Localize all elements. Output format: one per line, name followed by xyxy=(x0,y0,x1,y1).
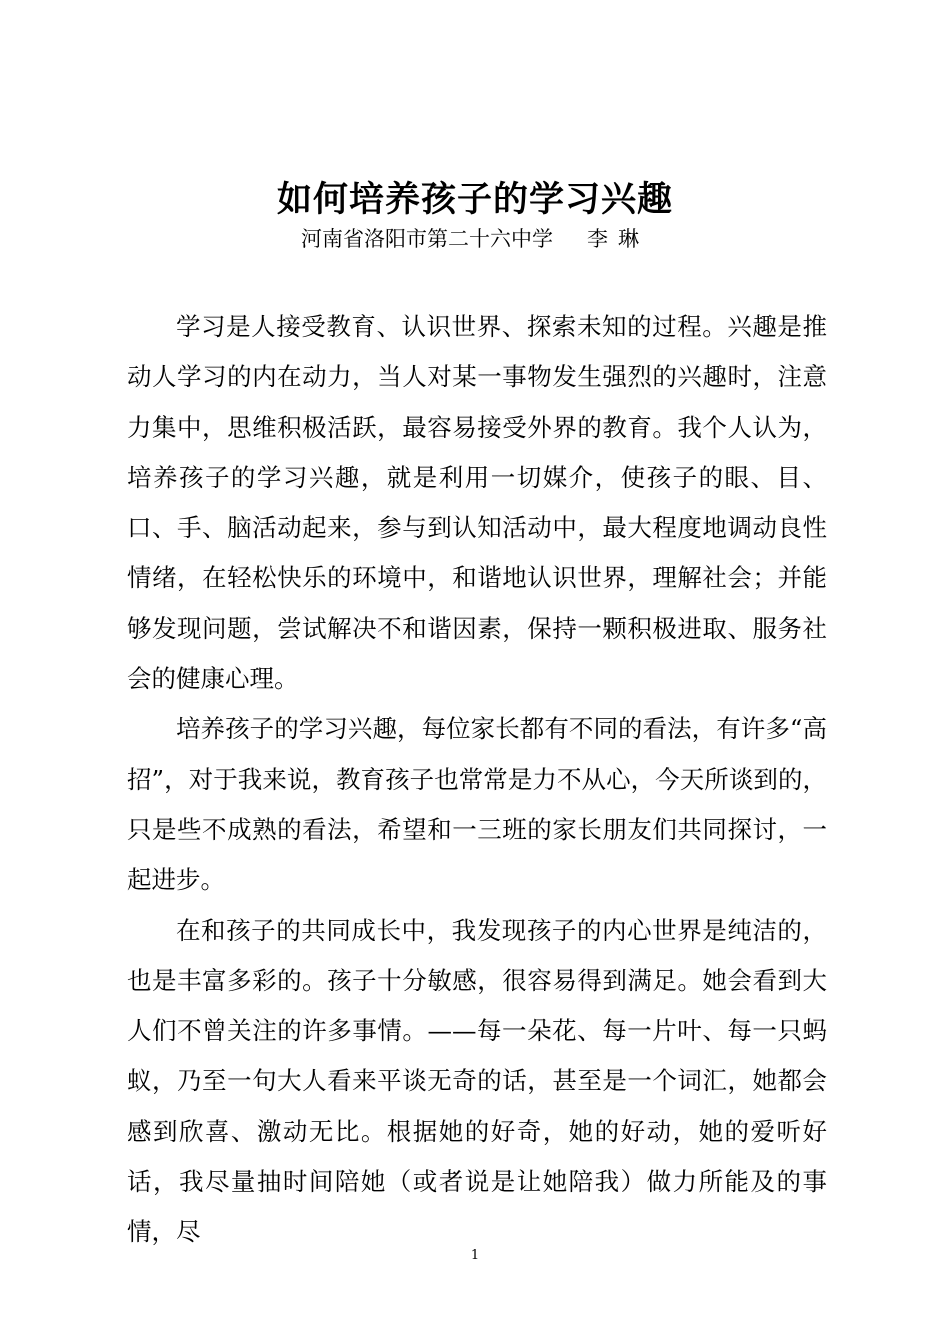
school-name: 河南省洛阳市第二十六中学 xyxy=(301,227,553,251)
paragraph: 学习是人接受教育、认识世界、探索未知的过程。兴趣是推动人学习的内在动力，当人对某一事物发生强烈的兴趣时，注意力集中，思维积极活跃，最容易接受外界的教育。我个人认为，培养孩子的学习兴趣，就是利用一切媒介，使孩子的眼、目、口、手、脑活动起来，参与到认知活动中，最大程度地调动良性情绪，在轻松快乐的环境中，和谐地认识世界，理解社会；并能够发现问题，尝试解决不和谐因素，保持一颗积极进取、服务社会的健康心理。 xyxy=(127,312,827,694)
byline xyxy=(0,224,950,254)
body-text xyxy=(127,302,827,1258)
paragraph: 培养孩子的学习兴趣，每位家长都有不同的看法，有许多“高招”，对于我来说，教育孩子也常常是力不从心，今天所谈到的，只是些不成熟的看法，希望和一三班的家长朋友们共同探讨，一起进步。 xyxy=(127,714,827,895)
paragraph: 在和孩子的共同成长中，我发现孩子的内心世界是纯洁的，也是丰富多彩的。孩子十分敏感，很容易得到满足。她会看到大人们不曾关注的许多事情。——每一朵花、每一片叶、每一只蚂蚁，乃至一句大人看来平谈无奇的话，甚至是一个词汇，她都会感到欣喜、激动无比。根据她的好奇，她的好动，她的爱听好话，我尽量抽时间陪她（或者说是让她陪我）做力所能及的事情，尽 xyxy=(127,915,827,1247)
page-number: 1 xyxy=(470,1248,480,1263)
document-title: 如何培养孩子的学习兴趣 xyxy=(276,179,673,220)
author-name: 李琳 xyxy=(587,227,649,251)
